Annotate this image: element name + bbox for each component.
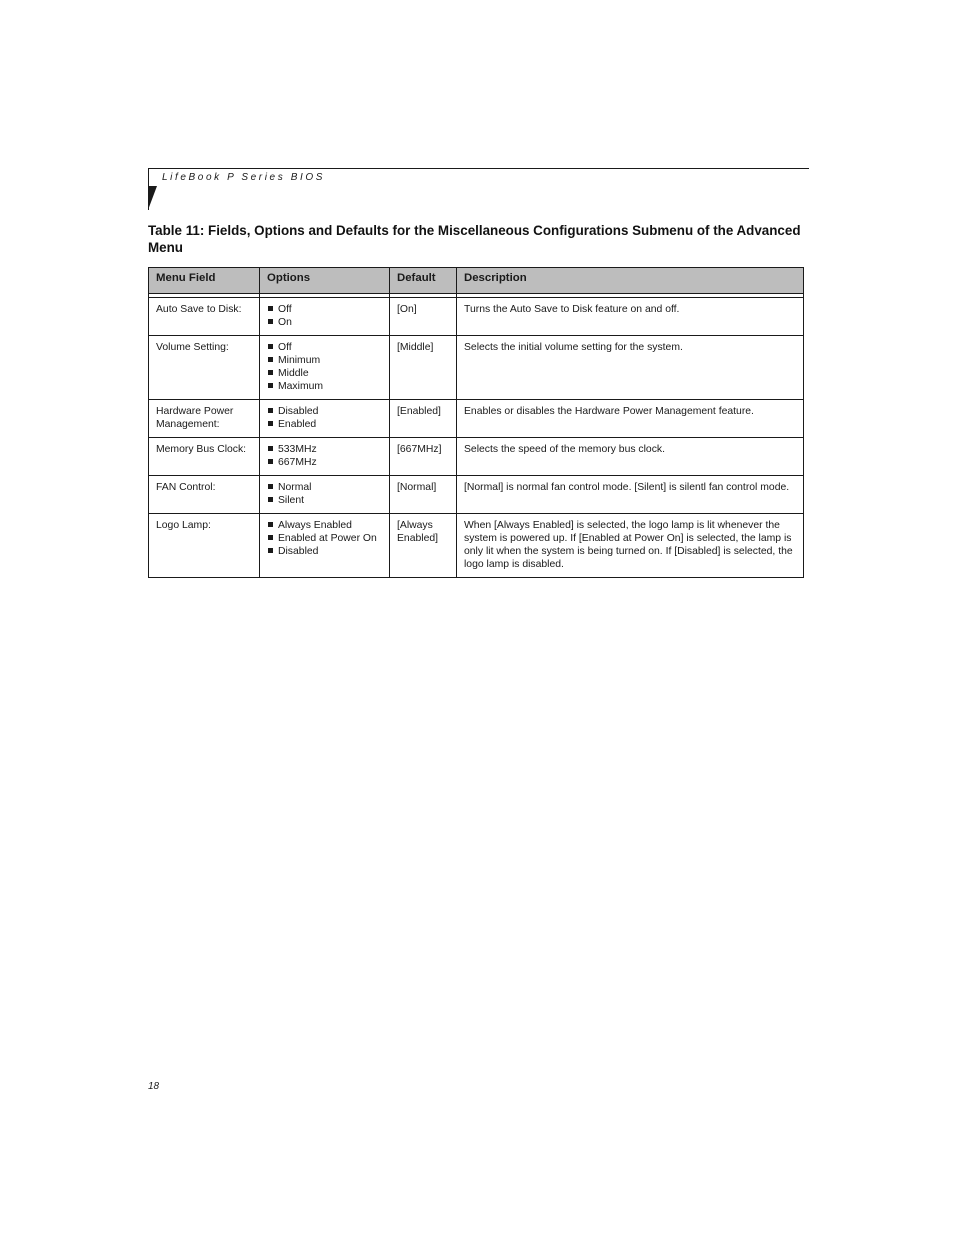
option-item: Normal bbox=[267, 481, 382, 494]
options-cell bbox=[260, 298, 390, 336]
menu-field-cell: Hardware Power Management: bbox=[149, 400, 260, 438]
menu-field-cell: Logo Lamp: bbox=[149, 514, 260, 578]
description-cell: Turns the Auto Save to Disk feature on and off. bbox=[457, 298, 804, 336]
options-cell bbox=[260, 476, 390, 514]
page-number: 18 bbox=[148, 1081, 160, 1092]
options-list bbox=[267, 341, 382, 393]
column-header-options: Options bbox=[260, 268, 390, 294]
default-cell: [Always Enabled] bbox=[390, 514, 457, 578]
options-cell bbox=[260, 514, 390, 578]
description-cell: Selects the speed of the memory bus clock. bbox=[457, 438, 804, 476]
options-cell bbox=[260, 438, 390, 476]
header-flag-icon bbox=[148, 186, 158, 210]
menu-field-cell: Memory Bus Clock: bbox=[149, 438, 260, 476]
table-row bbox=[149, 400, 804, 438]
table-caption: Table 11: Fields, Options and Defaults for the Miscellaneous Configurations Submenu of the Advanced Menu bbox=[148, 223, 801, 255]
option-item: Enabled bbox=[267, 418, 382, 431]
default-cell: [On] bbox=[390, 298, 457, 336]
settings-table bbox=[148, 267, 804, 578]
table-row bbox=[149, 514, 804, 578]
option-item: Middle bbox=[267, 367, 382, 380]
options-list bbox=[267, 405, 382, 431]
table-row bbox=[149, 336, 804, 400]
table-header-row bbox=[149, 268, 804, 294]
table-row bbox=[149, 438, 804, 476]
menu-field-cell: Volume Setting: bbox=[149, 336, 260, 400]
column-header-default: Default bbox=[390, 268, 457, 294]
option-item: Silent bbox=[267, 494, 382, 507]
option-item: 533MHz bbox=[267, 443, 382, 456]
option-item: Disabled bbox=[267, 405, 382, 418]
table-row bbox=[149, 298, 804, 336]
option-item: Minimum bbox=[267, 354, 382, 367]
default-cell: [Enabled] bbox=[390, 400, 457, 438]
column-header-description: Description bbox=[457, 268, 804, 294]
option-item: Always Enabled bbox=[267, 519, 382, 532]
table-row bbox=[149, 476, 804, 514]
default-cell: [667MHz] bbox=[390, 438, 457, 476]
description-cell: When [Always Enabled] is selected, the logo lamp is lit whenever the system is powered up. If [Enabled at Power On] is selected, the lamp is only lit when the system is being turned on. If [Disabled] is selected, the logo lamp is disabled. bbox=[457, 514, 804, 578]
default-cell: [Normal] bbox=[390, 476, 457, 514]
option-item: Enabled at Power On bbox=[267, 532, 382, 545]
options-list bbox=[267, 519, 382, 558]
options-list bbox=[267, 303, 382, 329]
options-list bbox=[267, 481, 382, 507]
option-item: Maximum bbox=[267, 380, 382, 393]
option-item: 667MHz bbox=[267, 456, 382, 469]
options-cell bbox=[260, 336, 390, 400]
option-item: Off bbox=[267, 303, 382, 316]
description-cell: Selects the initial volume setting for the system. bbox=[457, 336, 804, 400]
options-cell bbox=[260, 400, 390, 438]
option-item: Disabled bbox=[267, 545, 382, 558]
menu-field-cell: FAN Control: bbox=[149, 476, 260, 514]
option-item: On bbox=[267, 316, 382, 329]
running-header-title: LifeBook P Series BIOS bbox=[162, 172, 325, 183]
header-rule bbox=[148, 168, 809, 169]
column-header-menu-field: Menu Field bbox=[149, 268, 260, 294]
option-item: Off bbox=[267, 341, 382, 354]
description-cell: Enables or disables the Hardware Power Management feature. bbox=[457, 400, 804, 438]
menu-field-cell: Auto Save to Disk: bbox=[149, 298, 260, 336]
description-cell: [Normal] is normal fan control mode. [Silent] is silentl fan control mode. bbox=[457, 476, 804, 514]
options-list bbox=[267, 443, 382, 469]
default-cell: [Middle] bbox=[390, 336, 457, 400]
